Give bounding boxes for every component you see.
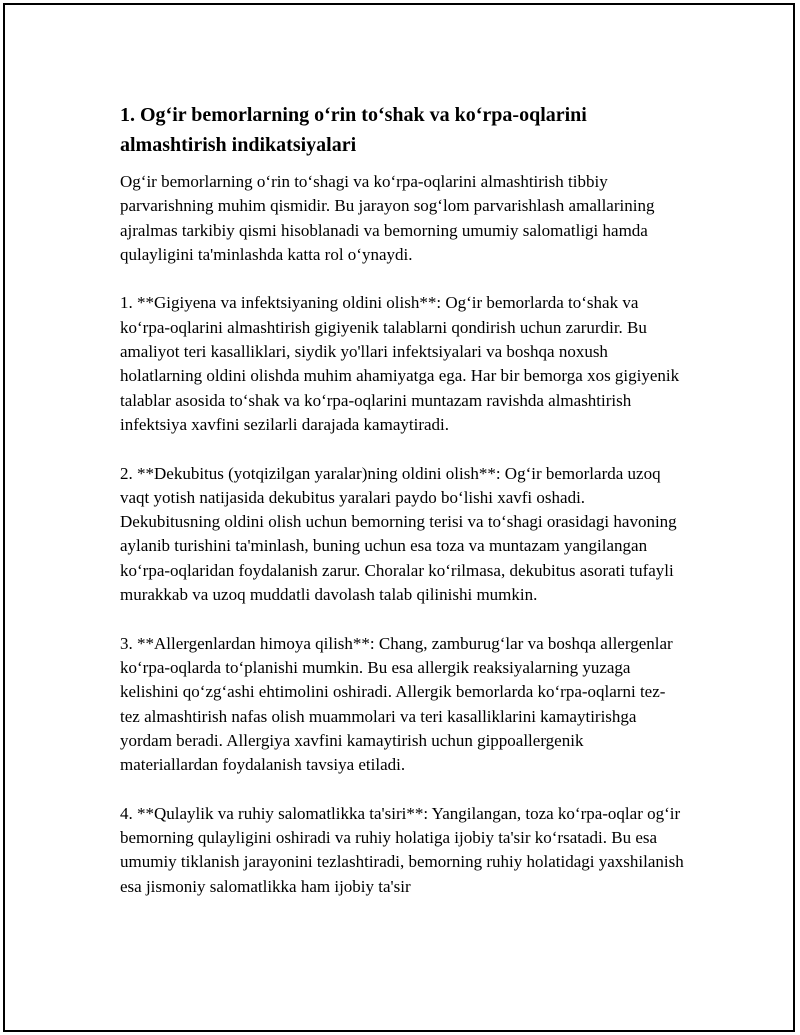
intro-paragraph: Og‘ir bemorlarning o‘rin to‘shagi va ko‘rpa-oqlarini almashtirish tibbiy parvarishning muhim qismidir. Bu jarayon sog‘lom parvarishlash amallarining ajralmas tarkibiy qismi hisoblanadi va bemorning umumiy salomatligi hamda qulayligini ta'minlashda katta rol o‘ynaydi. bbox=[120, 172, 655, 264]
document-body bbox=[120, 100, 685, 899]
item-comfort-paragraph: 4. **Qulaylik va ruhiy salomatlikka ta'siri**: Yangilangan, toza ko‘rpa-oqlar og‘ir bemorning qulayligini oshiradi va ruhiy holatiga ijobiy ta'sir ko‘rsatadi. Bu esa umumiy tiklanish jarayonini tezlashtiradi, bemorning ruhiy holatidagi yaxshilanish esa jismoniy salomatlikka ham ijobiy ta'sir bbox=[120, 803, 684, 896]
page-frame bbox=[3, 3, 795, 1032]
section-title: 1. Og‘ir bemorlarning o‘rin to‘shak va ko‘rpa-oqlarini almashtirish indikatsiyalari bbox=[120, 104, 587, 156]
item-hygiene-paragraph: 1. **Gigiyena va infektsiyaning oldini olish**: Og‘ir bemorlarda to‘shak va ko‘rpa-oqlarini almashtirish gigiyenik talablarni qondirish uchun zarurdir. Bu amaliyot teri kasalliklari, siydik yo'llari infektsiyalari va boshqa noxush holatlarning oldini olishda muhim ahamiyatga ega. Har bir bemorga xos gigiyenik talablar asosida to‘shak va ko‘rpa-oqlarini muntazam ravishda almashtirish infektsiya xavfini sezilarli darajada kamaytiradi. bbox=[120, 293, 680, 434]
item-decubitus-paragraph: 2. **Dekubitus (yotqizilgan yaralar)ning oldini olish**: Og‘ir bemorlarda uzoq vaqt yotish natijasida dekubitus yaralari paydo bo‘lishi xavfi oshadi. Dekubitusning oldini olish uchun bemorning terisi va to‘shagi orasidagi havoning aylanib turishini ta'minlash, buning uchun esa toza va muntazam yangilangan ko‘rpa-oqlaridan foydalanish zarur. Choralar ko‘rilmasa, dekubitus asorati tufayli murakkab va uzoq muddatli davolash talab qilinishi mumkin. bbox=[120, 463, 677, 605]
item-allergens-paragraph: 3. **Allergenlardan himoya qilish**: Chang, zamburug‘lar va boshqa allergenlar ko‘rpa-oqlarda to‘planishi mumkin. Bu esa allergik reaksiyalarning yuzaga kelishini qo‘zg‘ashi ehtimolini oshiradi. Allergik bemorlarda ko‘rpa-oqlarni tez-tez almashtirish nafas olish muammolari va teri kasalliklarini kamaytirishga yordam beradi. Allergiya xavfini kamaytirish uchun gippoallergenik materiallardan foydalanish tavsiya etiladi. bbox=[120, 633, 673, 775]
